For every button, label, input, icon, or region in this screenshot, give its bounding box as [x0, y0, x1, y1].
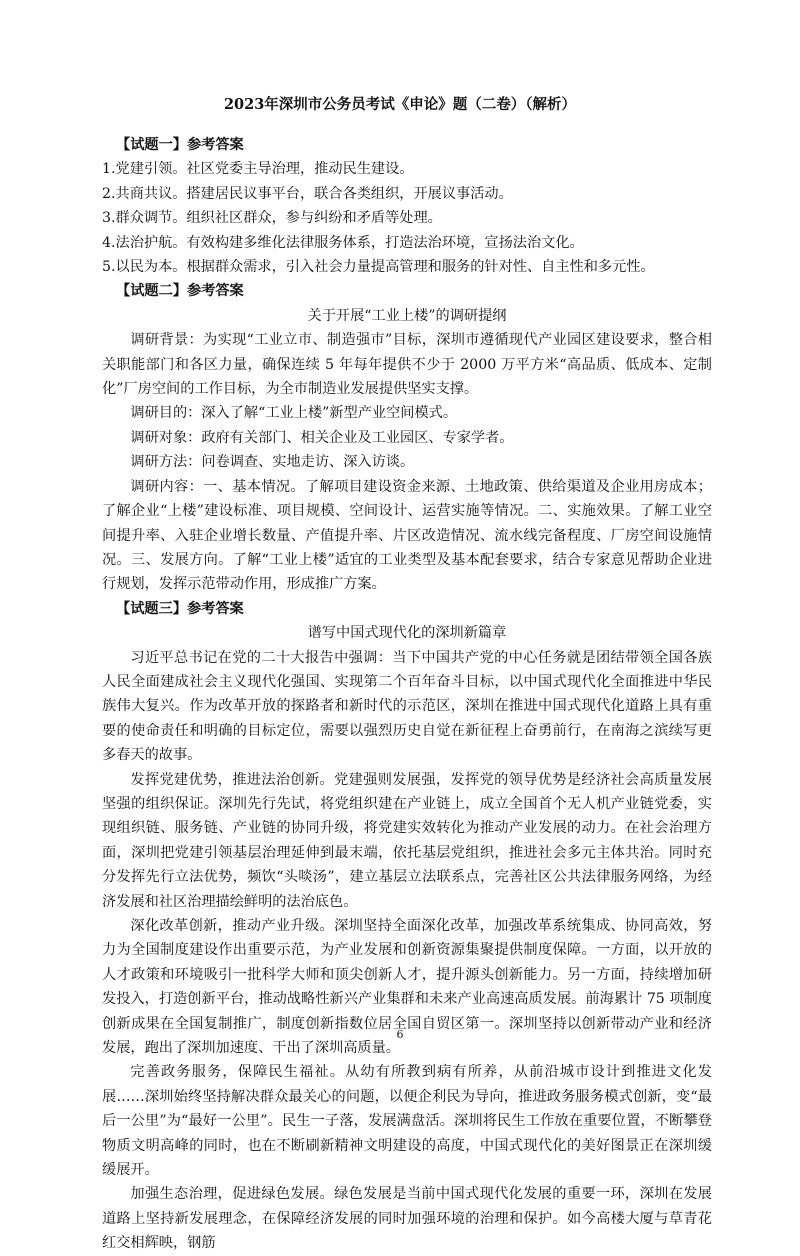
- q1-answer-item: 1.党建引领。社区党委主导治理，推动民生建设。: [102, 161, 414, 178]
- q1-answer-item: 5.以民为本。根据群众需求，引入社会力量提高管理和服务的针对性、自主性和多元性。: [102, 259, 655, 276]
- q1-answer-item: 4.法治护航。有效构建多维化法律服务体系，打造法治环境，宣扬法治文化。: [102, 234, 584, 251]
- q3-subtitle: 谱写中国式现代化的深圳新篇章: [307, 625, 507, 642]
- q1-answer-item: 3.群众调节。组织社区群众，参与纠纷和矛盾等处理。: [102, 210, 442, 227]
- q2-paragraph: 调研方法：问卷调查、实地走访、深入访谈。: [130, 454, 415, 471]
- page-number: 6: [396, 1028, 404, 1041]
- q3-paragraph: 习近平总书记在党的二十大报告中强调：当下中国共产党的中心任务就是团结带领全国各族人民全面建成社会主义现代化强国、实现第二个百年奋斗目标，以中国式现代化全面推进中华民族伟大复兴。作为改革开放的探路者和新时代的示范区，深圳在推进中国式现代化道路上具有重要的使命责任和明确的目标定位，需要以强烈历史自觉在新征程上奋勇前行，在南海之滨续写更多春天的故事。: [102, 649, 712, 764]
- q3-paragraph: 完善政务服务，保障民生福祉。从幼有所教到病有所养，从前沿城市设计到推进文化发展……深圳始终坚持解决群众最关心的问题，以便企利民为导向，推进政务服务模式创新，变“最后一公里”为“最好一公里”。民生一子落，发展满盘活。深圳将民生工作放在重要位置，不断攀登物质文明高峰的同时，也在不断刷新精神文明建设的高度，中国式现代化的美好图景正在深圳缓缓展开。: [102, 1064, 712, 1179]
- question-3-heading: 【试题三】参考答案: [116, 600, 244, 617]
- question-2-heading: 【试题二】参考答案: [116, 283, 244, 300]
- q2-paragraph: 调研内容：一、基本情况。了解项目建设资金来源、土地政策、供给渠道及企业用房成本；了解企业“上楼”建设标准、项目规模、空间设计、运营实施等情况。二、实施效果。了解工业空间提升率、入驻企业增长数量、产值提升率、片区改造情况、流水线完备程度、厂房空间设施情况。三、发展方向。了解“工业上楼”适宜的工业类型及基本配套要求，结合专家意见帮助企业进行规划，发挥示范带动作用，形成推广方案。: [102, 478, 712, 593]
- q2-subtitle: 关于开展“工业上楼”的调研提纲: [307, 307, 507, 324]
- document-title: 2023年深圳市公务员考试《申论》题（二卷）（解析）: [223, 96, 577, 113]
- question-1-heading: 【试题一】参考答案: [116, 137, 244, 153]
- q3-paragraph: 发挥党建优势，推进法治创新。党建强则发展强，发挥党的领导优势是经济社会高质量发展坚强的组织保证。深圳先行先试，将党组织建在产业链上，成立全国首个无人机产业链党委，实现组织链、服务链、产业链的协同升级，将党建实效转化为推动产业发展的动力。在社会治理方面，深圳把党建引领基层治理延伸到最末端，依托基层党组织，推进社会多元主体共治。同时充分发挥先行立法优势，频饮“头啖汤”，建立基层立法联系点，完善社区公共法律服务网络，为经济发展和社区治理描绘鲜明的法治底色。: [102, 771, 712, 910]
- q2-paragraph: 调研对象：政府有关部门、相关企业及工业园区、专家学者。: [130, 429, 514, 446]
- q3-paragraph: 加强生态治理，促进绿色发展。绿色发展是当前中国式现代化发展的重要一环，深圳在发展道路上坚持新发展理念，在保障经济发展的同时加强环境的治理和保护。如今高楼大厦与草青花红交相辉映，钢筋: [102, 1186, 712, 1252]
- document-body: [102, 133, 712, 1256]
- q1-answer-item: 2.共商共议。搭建居民议事平台，联合各类组织，开展议事活动。: [102, 185, 513, 202]
- q2-paragraph: 调研目的：深入了解“工业上楼”新型产业空间模式。: [130, 405, 458, 422]
- q3-paragraph: 深化改革创新，推动产业升级。深圳坚持全面深化改革，加强改革系统集成、协同高效，努力为全国制度建设作出重要示范，为产业发展和创新资源集聚提供制度保障。一方面，以开放的人才政策和环境吸引一批科学大师和顶尖创新人才，提升源头创新能力。另一方面，持续增加研发投入，打造创新平台，推动战略性新兴产业集群和未来产业高速高质发展。前海累计 75 项制度创新成果在全国复制推广，制度创新指数位居全国自贸区第一。深圳坚持以创新带动产业和经济发展，跑出了深圳加速度、干出了深圳高质量。: [102, 918, 712, 1057]
- q2-paragraph: 调研背景：为实现“工业立市、制造强市”目标，深圳市遵循现代产业园区建设要求，整合相关职能部门和各区力量，确保连续 5 年每年提供不少于 2000 万平方米“高品质、低成本、定制化”厂房空间的工作目标，为全市制造业发展提供坚实支撑。: [102, 332, 712, 398]
